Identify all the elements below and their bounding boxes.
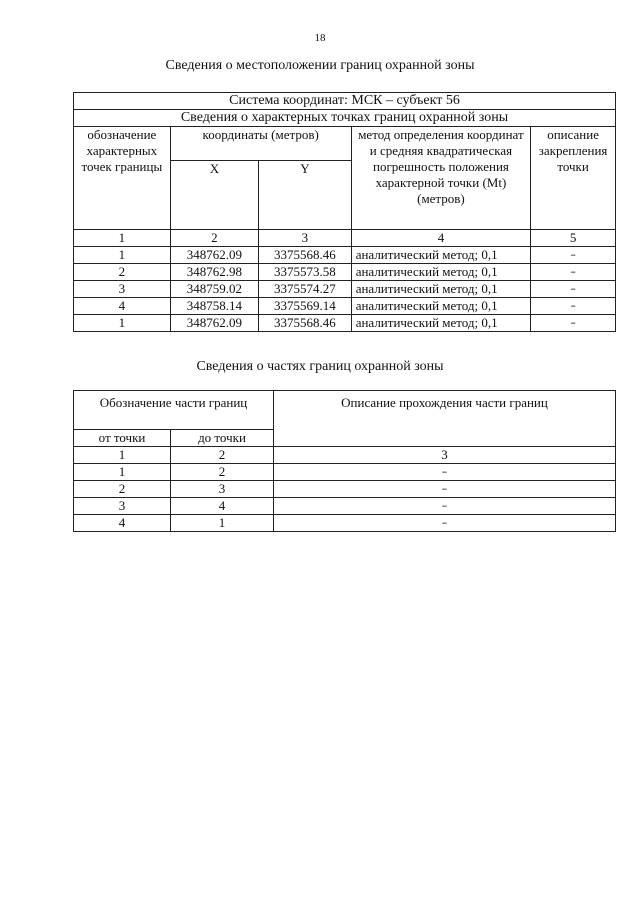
to-point: 2 [171,464,274,481]
header-x: X [170,161,259,230]
header-to-point: до точки [171,430,274,447]
method: аналитический метод; 0,1 [351,281,530,298]
col-number: 4 [351,230,530,247]
header-description: Описание прохождения части границ [274,391,616,447]
coord-x: 348759.02 [170,281,259,298]
from-point: 2 [74,481,171,498]
col-number: 3 [274,447,616,464]
fixation: – [531,247,616,264]
table-row [74,498,616,515]
method: аналитический метод; 0,1 [351,315,530,332]
coordinate-system-label: Система координат: МСК – субъект 56 [74,93,616,110]
coord-x: 348762.09 [170,247,259,264]
boundary-parts-table [73,390,616,532]
coordinates-table [73,92,616,332]
coord-y: 3375569.14 [259,298,352,315]
table-row [74,281,616,298]
table-row [74,264,616,281]
coord-y: 3375574.27 [259,281,352,298]
col-number: 5 [531,230,616,247]
table-row [74,315,616,332]
coord-y: 3375568.46 [259,315,352,332]
method: аналитический метод; 0,1 [351,264,530,281]
fixation: – [531,298,616,315]
part-description: – [274,464,616,481]
table-row [74,481,616,498]
point-id: 4 [74,298,171,315]
point-id: 1 [74,247,171,264]
header-point: обозначение характерных точек границы [74,127,171,230]
fixation: – [531,281,616,298]
header-from-point: от точки [74,430,171,447]
fixation: – [531,315,616,332]
coord-y: 3375568.46 [259,247,352,264]
points-subtitle: Сведения о характерных точках границ охранной зоны [74,110,616,127]
from-point: 4 [74,515,171,532]
to-point: 4 [171,498,274,515]
part-description: – [274,481,616,498]
point-id: 1 [74,315,171,332]
col-number: 1 [74,230,171,247]
table-row [74,247,616,264]
col-number: 1 [74,447,171,464]
col-number: 2 [170,230,259,247]
fixation: – [531,264,616,281]
from-point: 3 [74,498,171,515]
method: аналитический метод; 0,1 [351,298,530,315]
part-description: – [274,515,616,532]
to-point: 3 [171,481,274,498]
point-id: 2 [74,264,171,281]
header-coordinates: координаты (метров) [170,127,351,161]
point-id: 3 [74,281,171,298]
col-number: 2 [171,447,274,464]
coord-y: 3375573.58 [259,264,352,281]
table-row [74,515,616,532]
coord-x: 348762.09 [170,315,259,332]
table-row [74,298,616,315]
part-description: – [274,498,616,515]
header-fixation: описание закрепления точки [531,127,616,230]
parts-section-title: Сведения о частях границ охранной зоны [196,359,444,374]
coord-x: 348762.98 [170,264,259,281]
from-point: 1 [74,464,171,481]
header-method: метод определения координат и средняя квадратическая погрешность положения характерной точки (Mt) (метров) [351,127,530,230]
to-point: 1 [171,515,274,532]
page-number: 18 [314,32,326,44]
header-y: Y [259,161,352,230]
coordinates-section-title: Сведения о местоположении границ охранной зоны [165,58,475,73]
col-number: 3 [259,230,352,247]
coord-x: 348758.14 [170,298,259,315]
method: аналитический метод; 0,1 [351,247,530,264]
table-row [74,464,616,481]
header-designation: Обозначение части границ [74,391,274,430]
